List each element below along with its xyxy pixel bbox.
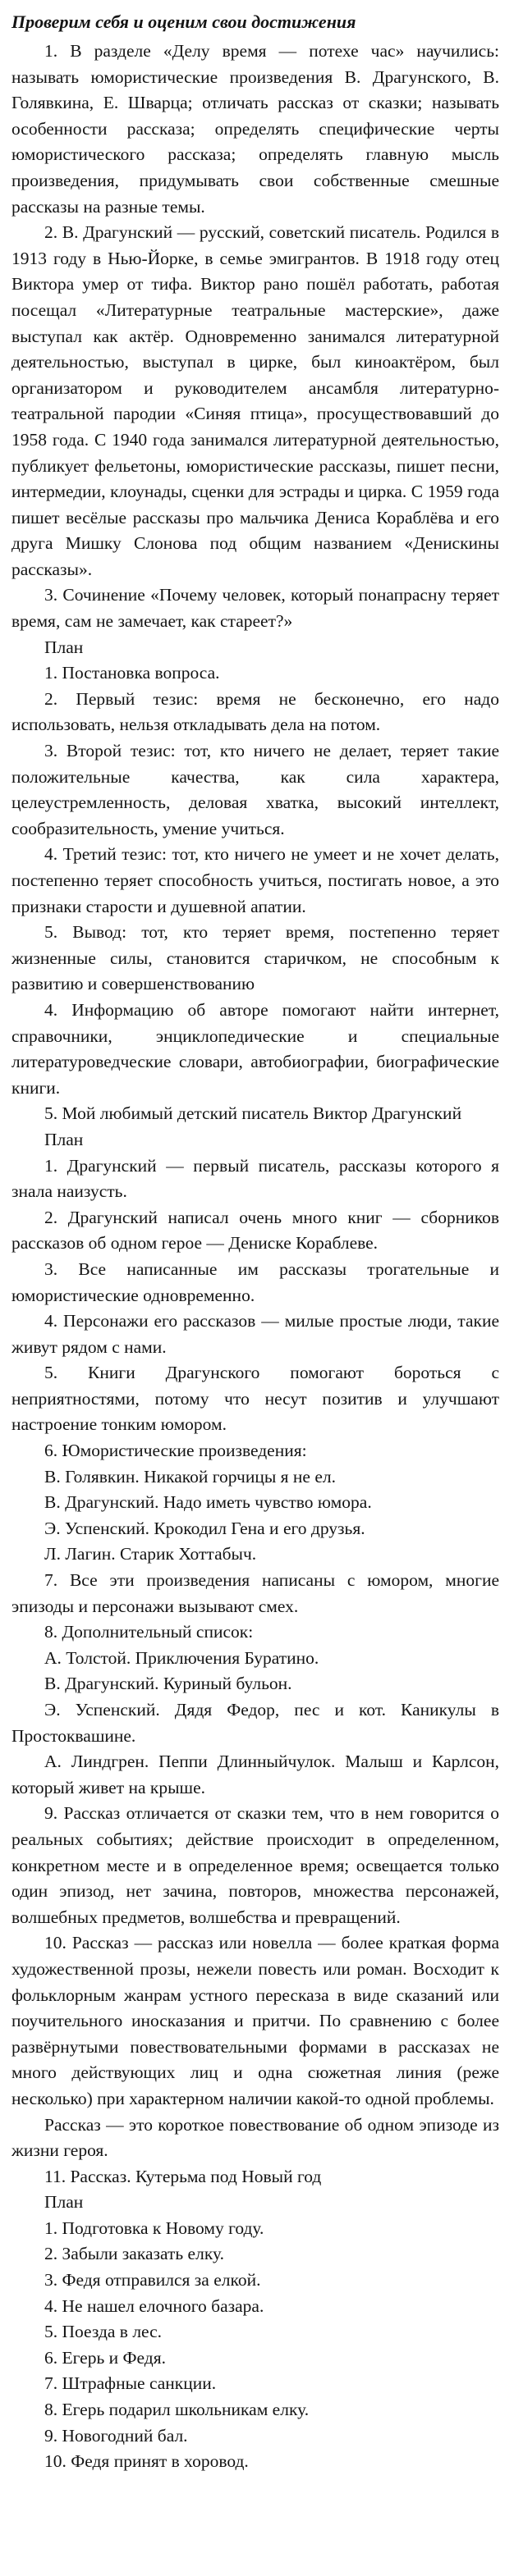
paragraph: 1. Подготовка к Новому году.: [44, 2217, 264, 2238]
paragraph: 6. Юмористические произведения:: [44, 1441, 307, 1461]
paragraph: 3. Федя отправился за елкой.: [44, 2270, 261, 2291]
paragraph: План: [44, 1129, 84, 1149]
section-heading: Проверим себя и оценим свои достижения: [11, 11, 356, 32]
paragraph: Рассказ — это короткое повествование об одном эпизоде из жизни героя.: [11, 2114, 499, 2161]
paragraph: 9. Рассказ отличается от сказки тем, что в нем говорится о реальных событиях; действие происходит в определенном, конкретном месте и в определенное время; освещается только один эпизод, нет зачина, повторов, множества персонажей, волшебных предметов, волшебства и превращений.: [11, 1803, 499, 1927]
paragraph: 10. Федя принят в хоровод.: [44, 2451, 249, 2472]
paragraph: 5. Поезда в лес.: [44, 2322, 163, 2342]
paragraph: 3. Все написанные им рассказы трогательные и юмористические одновременно.: [11, 1258, 499, 1305]
paragraph: 8. Егерь подарил школьникам елку.: [44, 2400, 310, 2420]
paragraph: 3. Второй тезис: тот, кто ничего не делает, теряет такие положительные качества, как сила характера, целеустремленность, деловая хватка, высокий интеллект, сообразительность, умение учиться.: [11, 741, 499, 838]
paragraph: 7. Все эти произведения написаны с юмором, многие эпизоды и персонажи вызывают смех.: [11, 1570, 499, 1616]
paragraph: В. Драгунский. Куриный бульон.: [44, 1674, 292, 1694]
paragraph: 4. Персонажи его рассказов — милые простые люди, такие живут рядом с нами.: [11, 1311, 499, 1357]
paragraph: Э. Успенский. Крокодил Гена и его друзья.: [44, 1518, 365, 1538]
paragraph: 4. Третий тезис: тот, кто ничего не умеет и не хочет делать, постепенно теряет способность учиться, постигать новое, а это признаки старости и душевной апатии.: [11, 844, 499, 916]
paragraph: План: [44, 637, 84, 657]
paragraph: А. Толстой. Приключения Буратино.: [44, 1647, 319, 1668]
paragraph: Э. Успенский. Дядя Федор, пес и кот. Каникулы в Простоквашине.: [11, 1700, 499, 1746]
paragraph: 7. Штрафные санкции.: [44, 2373, 217, 2394]
paragraph: 2. В. Драгунский — русский, советский писатель. Родился в 1913 году в Нью-Йорке, в семье эмигрантов. В 1918 году отец Виктора умер от тифа. Виктор рано пошёл работать, работая посещал «Литературные театральные мастерские», даже выступал как актёр. Одновременно занимался литературной деятельностью, выступал в цирке, был киноактёром, был организатором и руководителем ансамбля литературно-театральной пародии «Синяя птица», просуществовавший до 1958 года. С 1940 года занимался литературной деятельностью, публикует фельетоны, юмористические рассказы, пишет песни, интермедии, клоунады, сценки для эстрады и цирка. С 1959 года пишет весёлые рассказы про мальчика Дениса Кораблёва и его друга Мишку Слонова под общим названием «Денискины рассказы».: [11, 222, 499, 579]
paragraph: В. Драгунский. Надо иметь чувство юмора.: [44, 1492, 372, 1513]
paragraph: 1. Драгунский — первый писатель, рассказы которого я знала наизусть.: [11, 1155, 499, 1202]
paragraph: 2. Первый тезис: время не бесконечно, его надо использовать, нельзя откладывать дела на потом.: [11, 688, 499, 735]
paragraph: 5. Книги Драгунского помогают бороться с неприятностями, потому что несут позитив и улучшают настроение тонким юмором.: [11, 1363, 499, 1435]
paragraph: 11. Рассказ. Кутерьма под Новый год: [44, 2166, 322, 2186]
paragraph: 10. Рассказ — рассказ или новелла — более краткая форма художественной прозы, нежели повесть или роман. Восходит к фольклорным жанрам устного пересказа в виде сказаний или поучительного иносказания и притчи. По сравнению с более развёрнутыми повествовательными формами в рассказах не много действующих лиц и одна сюжетная линия (реже несколько) при характерном наличии какой-то одной проблемы.: [11, 1933, 499, 2108]
document-body: [11, 39, 499, 2475]
paragraph: План: [44, 2192, 84, 2213]
paragraph: Л. Лагин. Старик Хоттабыч.: [44, 1544, 257, 1564]
paragraph: 5. Мой любимый детский писатель Виктор Драгунский: [44, 1103, 462, 1124]
paragraph: 4. Не нашел елочного базара.: [44, 2295, 264, 2316]
paragraph: 4. Информацию об авторе помогают найти интернет, справочники, энциклопедические и специальные литературоведческие словари, автобиографии, биографические книги.: [11, 999, 499, 1098]
paragraph: 8. Дополнительный список:: [44, 1622, 254, 1642]
paragraph: В. Голявкин. Никакой горчицы я не ел.: [44, 1466, 336, 1487]
paragraph: 2. Драгунский написал очень много книг — сборников рассказов об одном герое — Дениске Кораблеве.: [11, 1207, 499, 1254]
paragraph: 3. Сочинение «Почему человек, который понапрасну теряет время, сам не замечает, как стареет?»: [11, 585, 499, 632]
paragraph: 9. Новогодний бал.: [44, 2425, 188, 2446]
paragraph: А. Линдгрен. Пеппи Длинныйчулок. Малыш и Карлсон, который живет на крыше.: [11, 1752, 499, 1797]
paragraph: 1. В разделе «Делу время — потехе час» научились: называть юмористические произведения В. Драгунского, В. Голявкина, Е. Шварца; отличать рассказ от сказки; называть особенности рассказа; определять специфические черты юмористического рассказа; определять главную мысль произведения, придумывать свои собственные смешные рассказы на разные темы.: [11, 41, 499, 217]
paragraph: 6. Егерь и Федя.: [44, 2347, 166, 2368]
paragraph: 5. Вывод: тот, кто теряет время, постепенно теряет жизненные силы, становится старичком, не способным к развитию и совершенствованию: [11, 922, 499, 994]
paragraph: 1. Постановка вопроса.: [44, 663, 220, 683]
paragraph: 2. Забыли заказать елку.: [44, 2244, 224, 2264]
